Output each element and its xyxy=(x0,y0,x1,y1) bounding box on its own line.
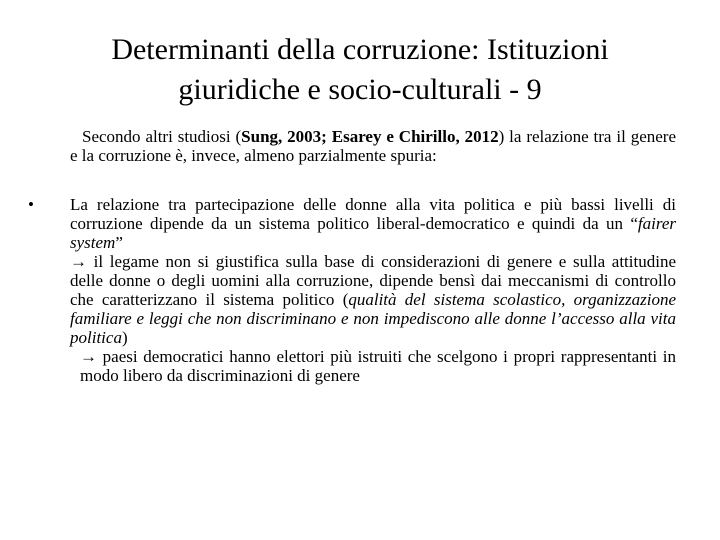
bullet-item xyxy=(28,195,676,385)
p2-end: ) xyxy=(121,328,128,347)
intro-paragraph xyxy=(70,127,676,165)
title-line-1: Determinanti della corruzione: Istituzioni xyxy=(111,33,609,66)
p2-italic: qualità del sistema scolastico, organizzazione familiare e leggi che non discriminano e non impediscono alle donne l’accesso alla vita politica xyxy=(70,290,676,347)
bullet-paragraph-1 xyxy=(70,195,676,252)
intro-text-before: Secondo altri studiosi ( xyxy=(82,127,242,146)
bullet-paragraph-3 xyxy=(70,347,676,385)
bullet-marker: • xyxy=(28,195,34,214)
slide-title xyxy=(40,30,680,110)
p2-text: → il legame non si giustifica sulla base di considerazioni di genere e sulla attitudine delle donne o degli uomini alla corruzione, dipende bensì dai meccanismi di controllo che caratterizzano il sistema politico ( xyxy=(70,252,676,309)
title-line-2: giuridiche e socio-culturali - 9 xyxy=(178,73,542,106)
intro-text-after: ) la relazione tra il genere e la corruzione è, invece, almeno parzialmente spuria: xyxy=(70,127,676,165)
bullet-body xyxy=(70,195,676,385)
p1-italic: fairer system xyxy=(70,214,676,252)
p3-text: → paesi democratici hanno elettori più istruiti che scelgono i propri rappresentanti in modo libero da discriminazioni di genere xyxy=(80,347,676,385)
p1-text: La relazione tra partecipazione delle donne alla vita politica e più bassi livelli di corruzione dipende da un sistema politico liberal-democratico e quindi da un “ xyxy=(70,195,676,233)
intro-references: Sung, 2003; Esarey e Chirillo, 2012 xyxy=(241,127,499,146)
bullet-paragraph-2 xyxy=(70,252,676,347)
p1-end: ” xyxy=(115,233,123,252)
